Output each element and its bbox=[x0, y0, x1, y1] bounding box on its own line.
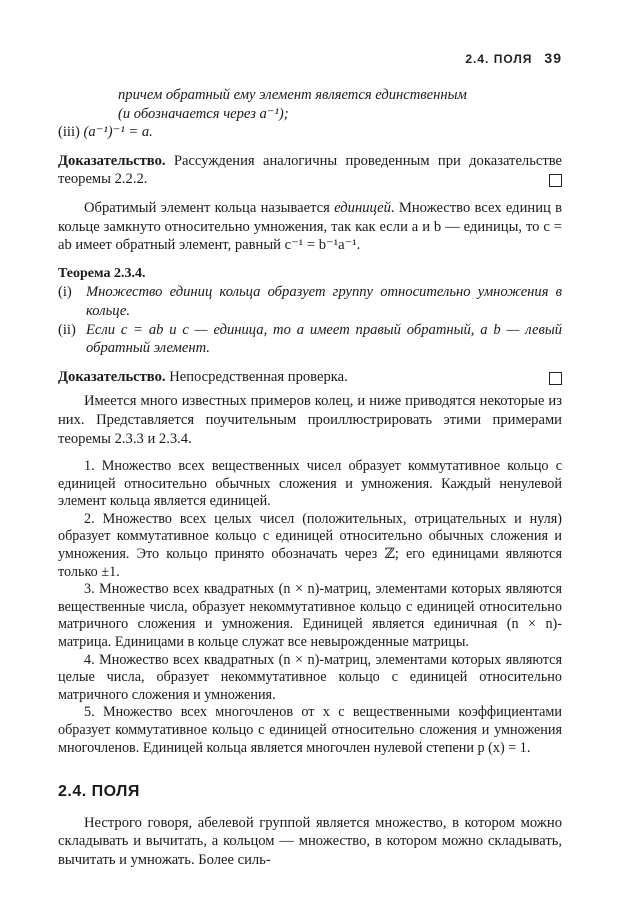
proof-label: Доказательство. bbox=[58, 152, 166, 169]
theorem-item-2-label: (ii) bbox=[58, 321, 76, 338]
proof-label: Доказательство. bbox=[58, 368, 166, 385]
theorem-title: Теорема 2.3.4. bbox=[58, 265, 146, 281]
running-head bbox=[465, 50, 562, 66]
item-iii-formula: (a⁻¹)⁻¹ = a. bbox=[83, 124, 153, 141]
proof-text: Непосредственная проверка. bbox=[169, 368, 348, 385]
running-head-section: 2.4. ПОЛЯ bbox=[465, 52, 533, 66]
units-text-2: . Множество всех единиц в кольце замкнуто относительно умножения, так как если a и b — единицы, то c = ab имеет обратный элемент, равный c⁻¹ = b⁻¹a⁻¹. bbox=[58, 199, 562, 254]
units-paragraph bbox=[58, 199, 562, 255]
lemma-item-iii bbox=[58, 123, 562, 142]
example-4: 4. Множество всех квадратных (n × n)-матриц, элементами которых являются целые числа, образует некоммутативное кольцо с единицей относительно матричного сложения и умножения. bbox=[58, 651, 562, 703]
example-5: 5. Множество всех многочленов от x с вещественными коэффициентами образует коммутативное кольцо с единицей относительно сложения и умножения многочленов. Единицей кольца является многочлен нулевой степени p (x) = 1. bbox=[58, 704, 562, 756]
theorem-item-1-label: (i) bbox=[58, 284, 72, 301]
theorem-item-2 bbox=[58, 321, 562, 358]
proof-paragraph-1 bbox=[58, 152, 562, 189]
section-title: 2.4. ПОЛЯ bbox=[58, 783, 140, 801]
section-paragraph: Нестрого говоря, абелевой группой является множество, в котором можно складывать и вычитать, а кольцом — множество, в котором можно складывать, вычитать и умножать. Более силь- bbox=[58, 814, 562, 868]
lemma-continuation-line1: причем обратный ему элемент является единственным bbox=[118, 87, 467, 103]
page-number: 39 bbox=[544, 50, 562, 66]
examples-intro: Имеется много известных примеров колец, и ниже приводятся некоторые из них. Представляется поучительным проиллюстрировать этими примерами теоремы 2.3.3 и 2.3.4. bbox=[58, 393, 562, 447]
qed-square bbox=[549, 174, 562, 187]
theorem-item-1 bbox=[58, 283, 562, 320]
proof-text: Рассуждения аналогичны проведенным при доказательстве теоремы 2.2.2. bbox=[58, 152, 562, 188]
theorem-item-1-text: Множество единиц кольца образует группу относительно умножения в кольце. bbox=[86, 284, 562, 319]
proof-paragraph-2 bbox=[58, 368, 562, 387]
qed-square bbox=[549, 372, 562, 385]
units-term: единицей bbox=[334, 199, 391, 216]
item-iii-label: (iii) bbox=[58, 124, 80, 141]
theorem-item-2-text: Если c = ab и c — единица, то a имеет правый обратный, а b — левый обратный элемент. bbox=[86, 321, 562, 357]
units-text-1: Обратимый элемент кольца называется bbox=[84, 199, 335, 216]
example-3: 3. Множество всех квадратных (n × n)-матриц, элементами которых являются вещественные числа, образует некоммутативное кольцо с единицей относительно матричного сложения и умножения. Единицей является единичная (n × n)-матрица. Единицами в кольце служат все невырожденные матрицы. bbox=[58, 581, 562, 651]
page-content bbox=[58, 86, 562, 870]
example-2: 2. Множество всех целых чисел (положительных, отрицательных и нуля) образует коммутативное кольцо с единицей относительно обычных сложения и умножения. Это кольцо принято обозначать через ℤ; его единицами являются только ±1. bbox=[58, 510, 562, 580]
lemma-continuation-line2: (и обозначается через a⁻¹); bbox=[118, 105, 289, 122]
example-1: 1. Множество всех вещественных чисел образует коммутативное кольцо с единицей относительно обычных сложения и умножения. Каждый ненулевой элемент кольца является единицей. bbox=[58, 458, 562, 510]
